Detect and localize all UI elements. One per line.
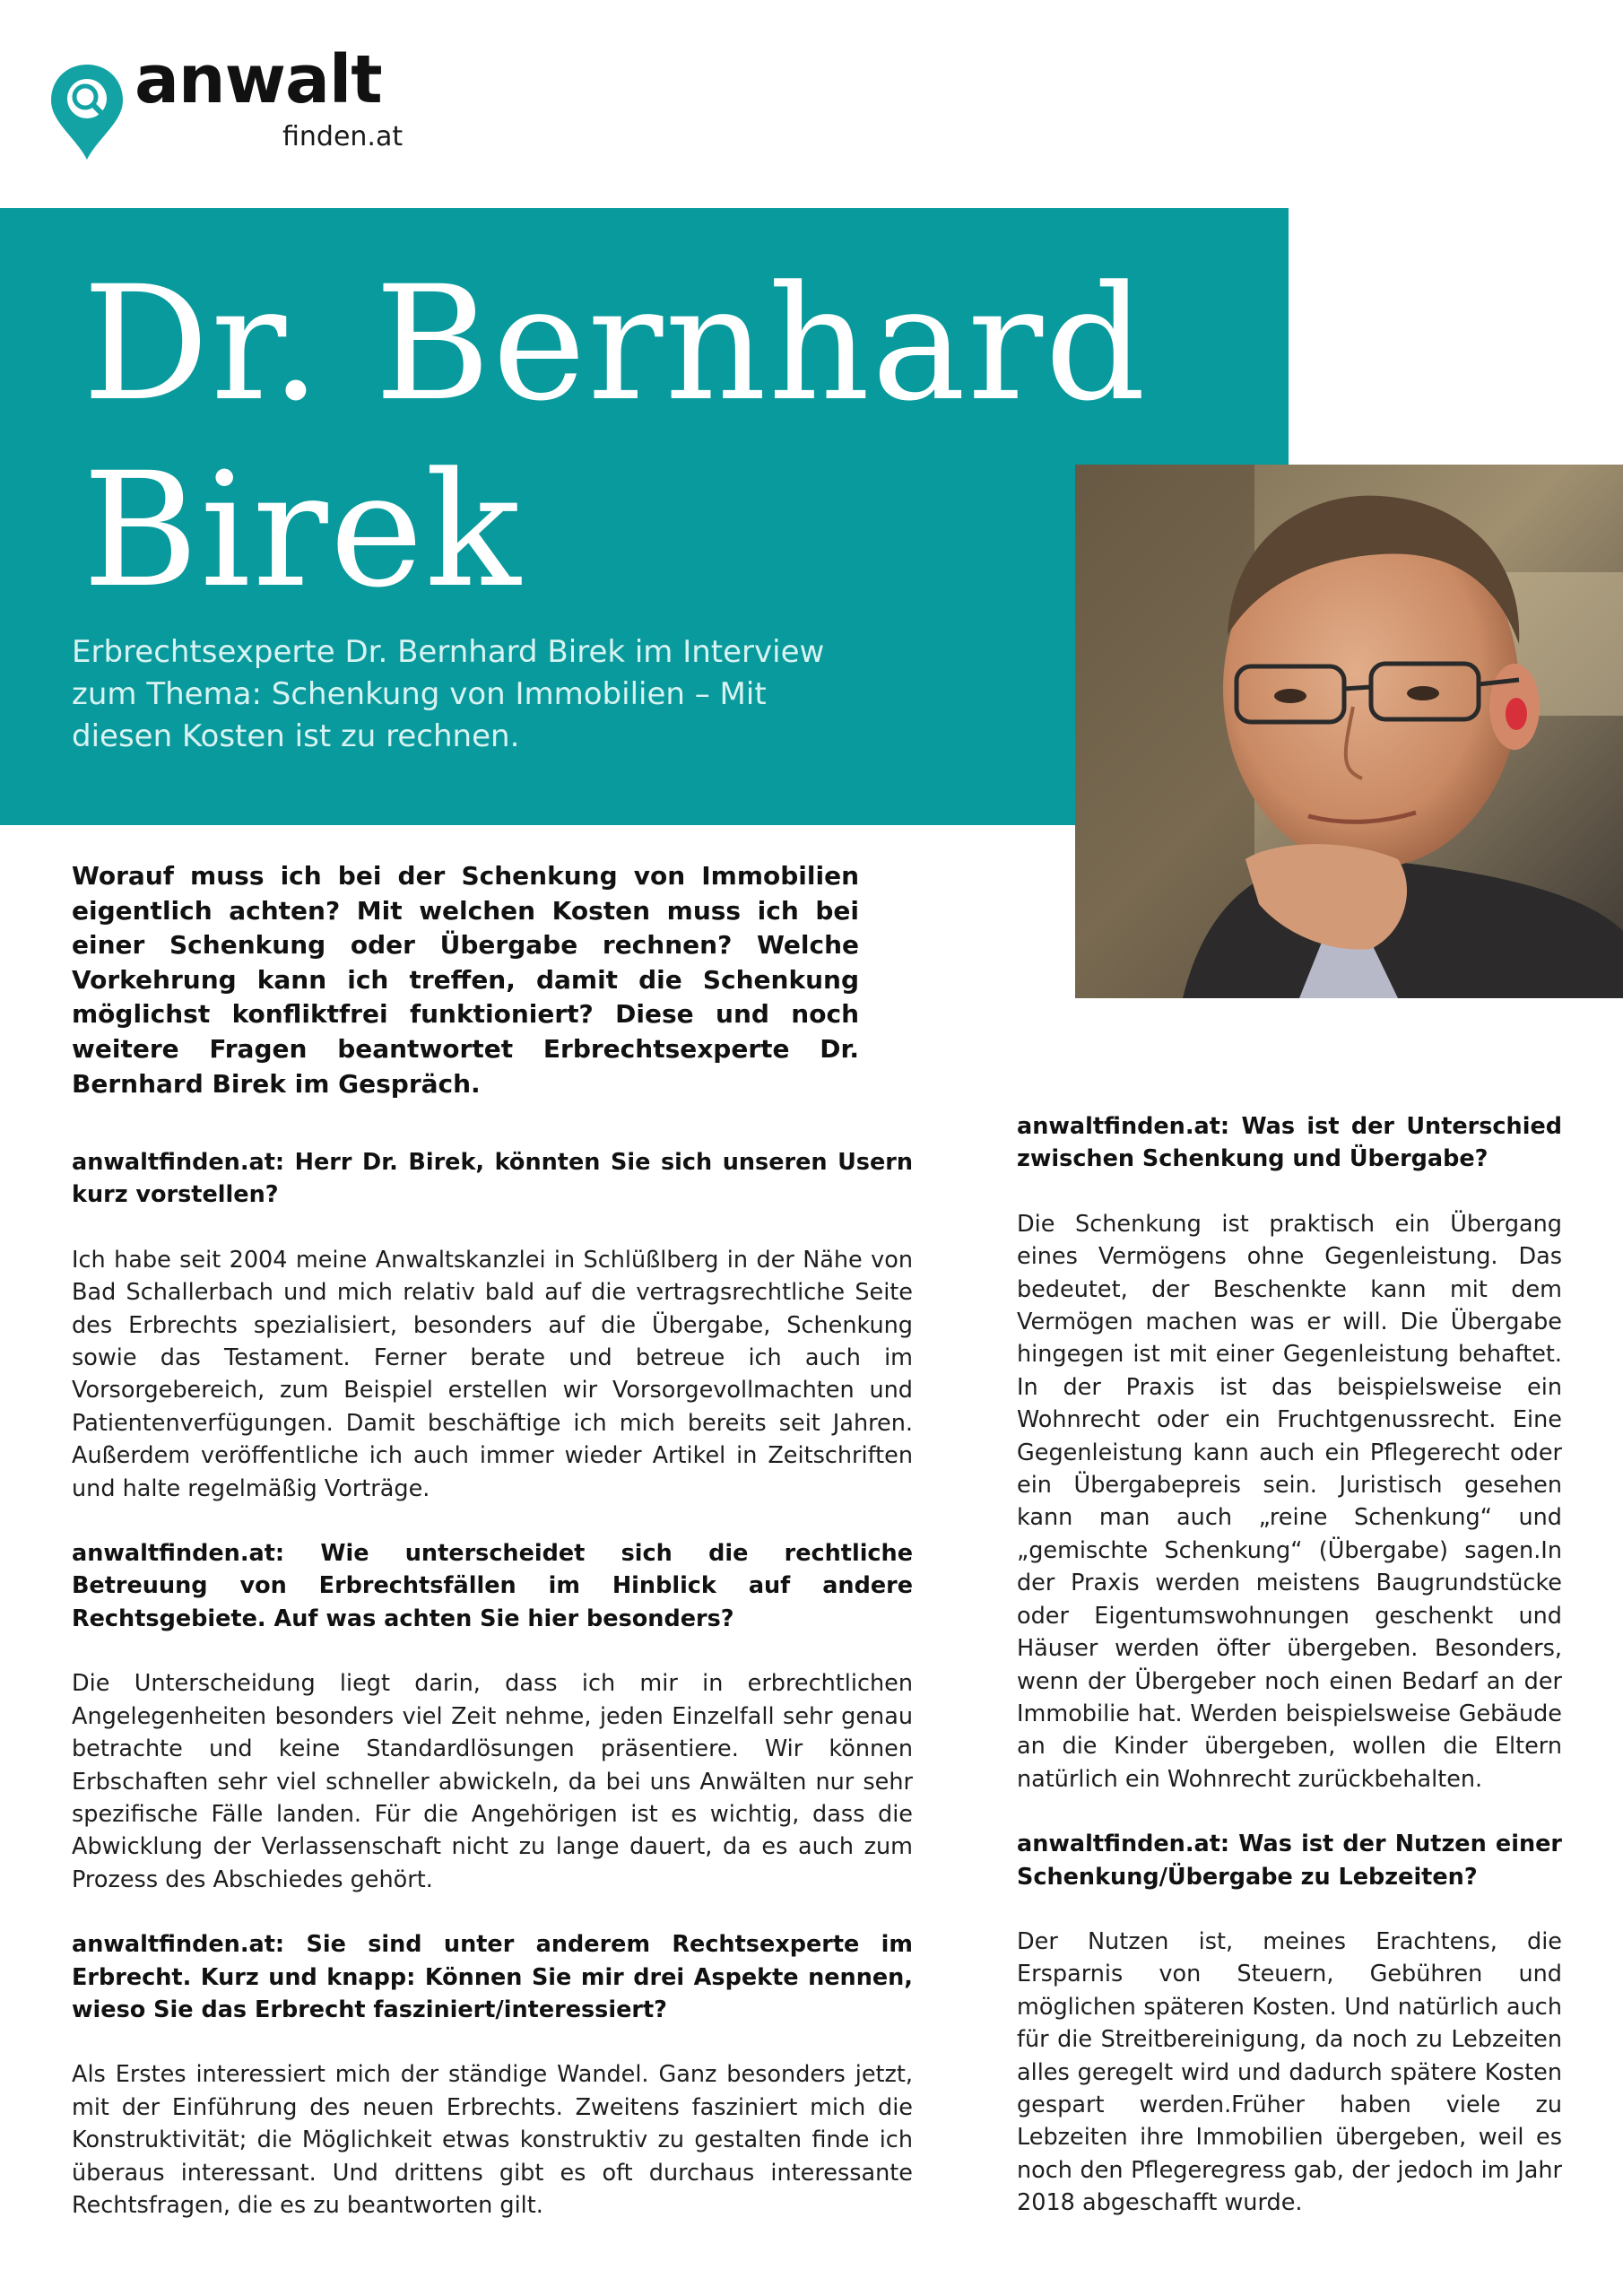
location-pin-search-icon — [49, 63, 125, 161]
qa-block — [72, 1146, 913, 1505]
interview-question: anwaltfinden.at: Wie unterscheidet sich die rechtliche Betreuung von Erbrechtsfällen im Hinblick auf andere Rechtsgebiete. Auf was achten Sie hier besonders? — [72, 1540, 913, 1632]
interview-answer: Die Unterscheidung liegt darin, dass ich mir in erbrechtlichen Angelegenheiten besonders viel Zeit nehme, jeden Einzelfall sehr genau betrachte und keine Standardlösungen präsentiere. Wir können Erbschaften sehr viel schneller abwickeln, da bei uns Anwälten nur sehr spezifische Fälle landen. Für die Angehörigen ist es wichtig, dass die Abwicklung der Verlassenschaft nicht zu lange dauert, da es auch zum Prozess des Abschiedes gehört. — [72, 1670, 913, 1893]
qa-block — [1017, 1110, 1562, 1796]
interview-question: anwaltfinden.at: Was ist der Nutzen einer Schenkung/Übergabe zu Lebzeiten? — [1017, 1831, 1562, 1891]
qa-block — [1017, 1828, 1562, 2219]
intro-paragraph: Worauf muss ich bei der Schenkung von Immobilien eigentlich achten? Mit welchen Kosten muss ich bei einer Schenkung oder Übergabe rechnen? Welche Vorkehrung kann ich treffen, damit die Schenkung möglichst konfliktfrei funktioniert? Diese und noch weitere Fragen beantwortet Erbrechtsexperte Dr. Bernhard Birek im Gespräch. — [72, 861, 859, 1099]
logo-wordmark: anwalt — [135, 41, 382, 118]
interview-question: anwaltfinden.at: Herr Dr. Birek, könnten Sie sich unseren Usern kurz vorstellen? — [72, 1149, 913, 1209]
title-line-1: Dr. Bernhard — [82, 252, 1148, 436]
qa-block — [72, 1928, 913, 2222]
interview-question: anwaltfinden.at: Was ist der Unterschied zwischen Schenkung und Übergabe? — [1017, 1113, 1562, 1173]
interview-answer: Der Nutzen ist, meines Erachtens, die Ersparnis von Steuern, Gebühren und möglichen späteren Kosten. Und natürlich auch für die Streitbereinigung, da noch zu Lebzeiten alles geregelt wird und dadurch spätere Kosten gespart werden.Früher haben viele zu Lebzeiten ihre Immobilien übergeben, weil es noch den Pflegeregress gab, der jedoch im Jahr 2018 abgeschafft wurde. — [1017, 1927, 1562, 2217]
right-column — [1017, 1110, 1562, 2252]
left-column — [72, 1146, 913, 2254]
qa-block — [72, 1537, 913, 1896]
logo-subtitle: finden.at — [282, 121, 404, 152]
page-title — [82, 251, 1148, 624]
interview-answer: Ich habe seit 2004 meine Anwaltskanzlei in Schlüßlberg in der Nähe von Bad Schallerbach und mich relativ bald auf die vertragsrechtliche Seite des Erbrechts spezialisiert, besonders auf die Übergabe, Schenkung sowie das Testament. Ferner berate und betreue ich auch im Vorsorgebereich, zum Beispiel erstellen wir Vorsorgevollmachten und Patientenverfügungen. Damit beschäftige ich mich bereits seit Jahren. Außerdem veröffentliche ich auch immer wieder Artikel in Zeitschriften und halte regelmäßig Vorträge. — [72, 1246, 913, 1502]
portrait-photo — [1075, 465, 1623, 998]
logo[interactable] — [49, 41, 426, 163]
portrait-illustration — [1075, 465, 1623, 998]
interview-answer: Die Schenkung ist praktisch ein Übergang eines Vermögens ohne Gegenleistung. Das bedeutet, der Beschenkte kann mit dem Vermögen machen was er will. Die Übergabe hingegen ist mit einer Gegenleistung behaftet. In der Praxis ist das beispielsweise ein Wohnrecht oder ein Fruchtgenussrecht. Eine Gegenleistung kann auch ein Pflegerecht oder ein Übergabepreis sein. Juristisch gesehen kann man auch „reine Schenkung“ und „gemischte Schenkung“ (Übergabe) sagen.In der Praxis werden meistens Baugrundstücke oder Eigentumswohnungen geschenkt und Häuser werden öfter übergeben. Besonders, wenn der Übergeber noch einen Bedarf an der Immobilie hat. Werden beispielsweise Gebäude an die Kinder übergeben, wollen die Eltern natürlich ein Wohnrecht zurückbehalten. — [1017, 1210, 1562, 1793]
interview-question: anwaltfinden.at: Sie sind unter anderem Rechtsexperte im Erbrecht. Kurz und knapp: Können Sie mir drei Aspekte nennen, wieso Sie das Erbrecht fasziniert/interessiert? — [72, 1931, 913, 2023]
hero-lead: Erbrechtsexperte Dr. Bernhard Birek im Interview zum Thema: Schenkung von Immobilien – Mit diesen Kosten ist zu rechnen. — [72, 634, 825, 754]
interview-answer: Als Erstes interessiert mich der ständige Wandel. Ganz besonders jetzt, mit der Einführung des neuen Erbrechts. Zweitens fasziniert mich die Konstruktivität; die Möglichkeit etwas konstruktiv zu gestalten finde ich überaus interessant. Und drittens gibt es oft durchaus interessante Rechtsfragen, die es zu beantworten gilt. — [72, 2061, 913, 2219]
title-line-2: Birek — [82, 439, 523, 622]
